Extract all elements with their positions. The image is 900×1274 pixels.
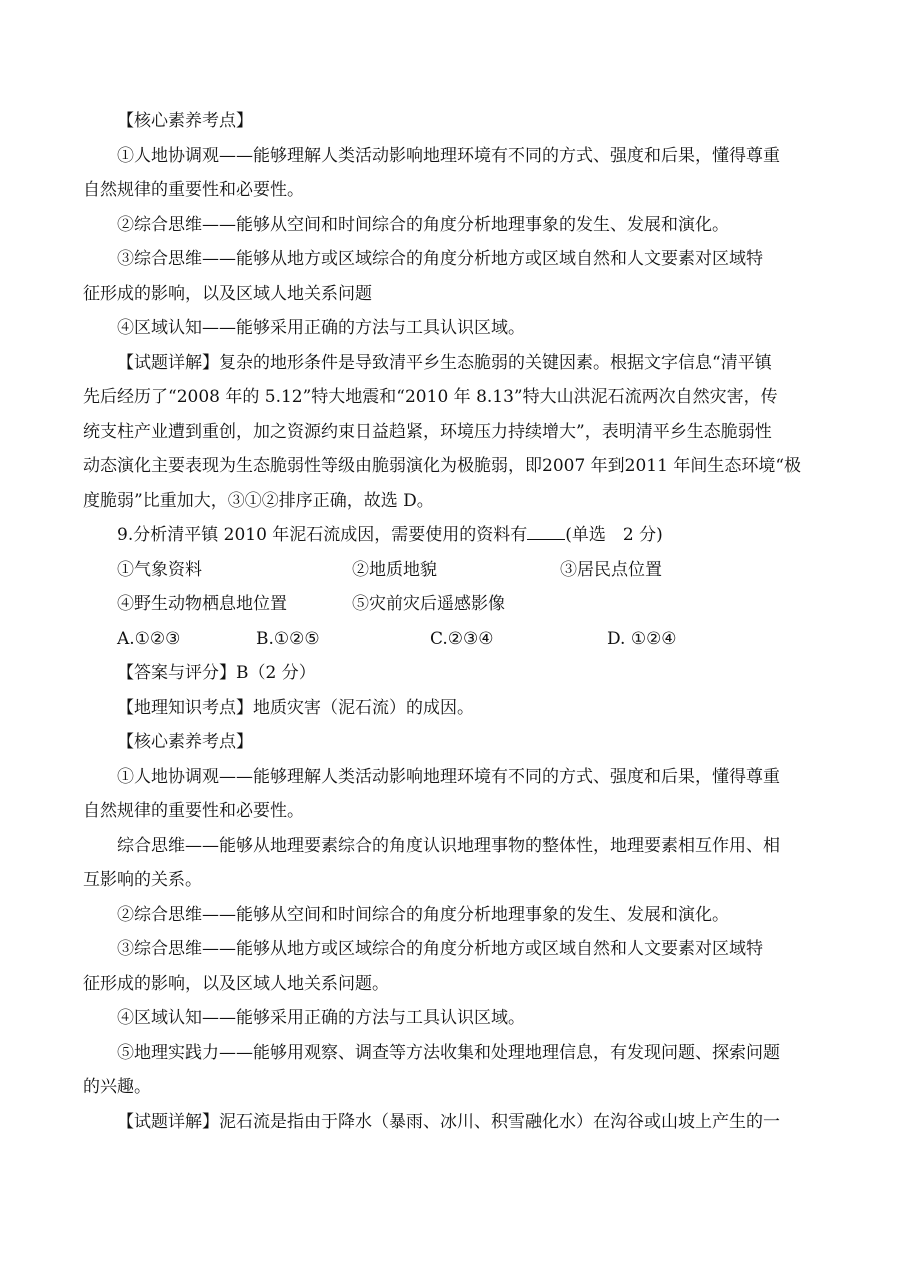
text-line: 【答案与评分】B（2 分） xyxy=(117,663,316,683)
text-line: ④区域认知——能够采用正确的方法与工具认识区域。 xyxy=(117,1008,525,1028)
text-line: 【试题详解】复杂的地形条件是导致清平乡生态脆弱的关键因素。根据文字信息“清平镇 xyxy=(117,352,772,373)
text-line: 先后经历了“2008 年的 5.12”特大地震和“2010 年 8.13”特大山洪泥石流两次自然灾害，传 xyxy=(83,387,778,407)
text-line: 【试题详解】泥石流是指由于降水（暴雨、冰川、积雪融化水）在沟谷或山坡上产生的一 xyxy=(117,1111,780,1132)
materials-row-1 xyxy=(83,553,825,588)
text-line: ④区域认知——能够采用正确的方法与工具认识区域。 xyxy=(117,318,525,338)
text-line: 互影响的关系。 xyxy=(83,870,202,890)
text-line: ①人地协调观——能够理解人类活动影响地理环境有不同的方式、强度和后果，懂得尊重 xyxy=(117,145,780,166)
text-line: 度脆弱”比重加大，③①②排序正确，故选 D。 xyxy=(83,490,434,511)
answer-choice: C.②③④ xyxy=(430,628,494,649)
section-analysis-q8 xyxy=(83,104,825,518)
material-option: ④野生动物栖息地位置 xyxy=(117,594,287,614)
text-line: 动态演化主要表现为生态脆弱性等级由脆弱演化为极脆弱，即2007 年到2011 年间生态环境“极 xyxy=(83,456,802,476)
answer-choice: D. ①②④ xyxy=(607,628,677,649)
question-9-stem xyxy=(83,518,825,553)
answer-choices xyxy=(83,622,825,657)
question-type-score: (单选 2 分) xyxy=(565,525,663,545)
material-option: ①气象资料 xyxy=(117,559,202,580)
material-option: ⑤灾前灾后遥感影像 xyxy=(352,594,505,614)
text-line: ⑤地理实践力——能够用观察、调查等方法收集和处理地理信息，有发现问题、探索问题 xyxy=(117,1042,780,1063)
document-body xyxy=(83,104,825,1139)
text-line: ②综合思维——能够从空间和时间综合的角度分析地理事象的发生、发展和演化。 xyxy=(117,214,729,235)
text-line: ③综合思维——能够从地方或区域综合的角度分析地方或区域自然和人文要素对区域特 xyxy=(117,249,763,269)
text-line: ①人地协调观——能够理解人类活动影响地理环境有不同的方式、强度和后果，懂得尊重 xyxy=(117,766,780,787)
text-line: 的兴趣。 xyxy=(83,1077,151,1097)
text-line: ②综合思维——能够从空间和时间综合的角度分析地理事象的发生、发展和演化。 xyxy=(117,904,729,925)
question-stem-text: 9.分析清平镇 2010 年泥石流成因，需要使用的资料有 xyxy=(117,525,528,545)
text-line: 【地理知识考点】地质灾害（泥石流）的成因。 xyxy=(117,697,474,718)
text-line: 征形成的影响，以及区域人地关系问题。 xyxy=(83,973,389,994)
text-line: 征形成的影响，以及区域人地关系问题 xyxy=(83,283,372,304)
materials-row-2 xyxy=(83,587,825,622)
text-line: ③综合思维——能够从地方或区域综合的角度分析地方或区域自然和人文要素对区域特 xyxy=(117,939,763,959)
material-option: ③居民点位置 xyxy=(560,559,662,580)
answer-choice: B.①②⑤ xyxy=(256,628,320,649)
text-line: 自然规律的重要性和必要性。 xyxy=(83,180,304,200)
answer-choice: A.①②③ xyxy=(117,628,181,649)
text-line: 【核心素养考点】 xyxy=(117,732,253,752)
text-line: 【核心素养考点】 xyxy=(117,111,253,131)
answer-blank xyxy=(527,525,565,540)
text-line: 综合思维——能够从地理要素综合的角度认识地理事物的整体性，地理要素相互作用、相 xyxy=(117,835,780,856)
text-line: 自然规律的重要性和必要性。 xyxy=(83,801,304,821)
question-9 xyxy=(83,518,825,656)
material-option: ②地质地貌 xyxy=(352,559,437,580)
text-line: 统支柱产业遭到重创，加之资源约束日益趋紧，环境压力持续增大”，表明清平乡生态脆弱性 xyxy=(83,421,772,442)
section-analysis-q9 xyxy=(83,656,825,1139)
